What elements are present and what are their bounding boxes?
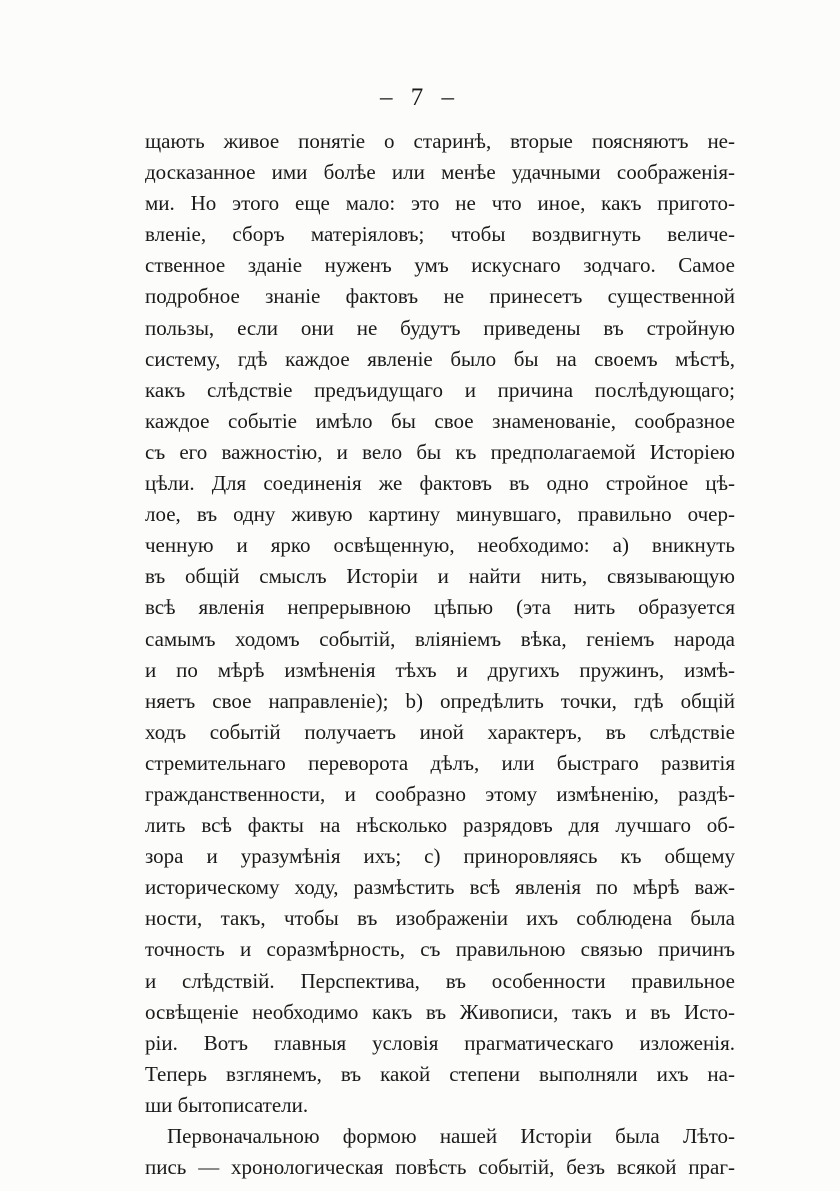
text-line: и по мѣрѣ измѣненія тѣхъ и другихъ пружинъ, измѣ- [145, 657, 735, 682]
text-line: ности, такъ, чтобы въ изображеніи ихъ соблюдена была [145, 906, 735, 931]
text-line: ственное зданіе нуженъ умъ искуснаго зодчаго. Самое [145, 253, 735, 278]
text-line: вленіе, сборъ матеріяловъ; чтобы воздвигнуть величе- [145, 222, 735, 247]
text-line: освѣщеніе необходимо какъ въ Живописи, такъ и въ Исто- [145, 999, 735, 1024]
text-line: историческому ходу, размѣстить всѣ явленія по мѣрѣ важ- [145, 875, 735, 900]
text-line: пользы, если они не будутъ приведены въ стройную [145, 315, 735, 340]
text-line: ріи. Вотъ главныя условія прагматическаго изложенія. [145, 1030, 735, 1055]
text-line: ми. Но этого еще мало: это не что иное, какъ пригото- [145, 191, 735, 216]
text-line: лое, въ одну живую картину минувшаго, правильно очер- [145, 502, 735, 527]
text-line: всѣ явленія непрерывною цѣпью (эта нить образуется [145, 595, 735, 620]
text-line: гражданственности, и сообразно этому измѣненію, раздѣ- [145, 781, 735, 806]
text-line: самымъ ходомъ событій, вліяніемъ вѣка, геніемъ народа [145, 626, 735, 651]
text-line: ши бытописатели. [145, 1092, 309, 1117]
text-line: ходъ событій получаетъ иной характеръ, въ слѣдствіе [145, 719, 735, 744]
text-line: каждое событіе имѣло бы свое знаменованіе, сообразное [145, 408, 735, 433]
text-line: и слѣдствій. Перспектива, въ особенности правильное [145, 968, 735, 993]
text-line: Первоначальною формою нашей Исторіи была Лѣто- [167, 1124, 735, 1148]
text-line: пись — хронологическая повѣсть событій, безъ всякой праг- [145, 1155, 735, 1180]
text-line: подробное знаніе фактовъ не принесетъ существенной [145, 284, 735, 309]
text-line: въ общій смыслъ Исторіи и найти нить, связывающую [145, 564, 735, 589]
text-line: стремительнаго переворота дѣлъ, или быстраго развитія [145, 750, 735, 775]
text-line: няетъ свое направленіе); b) опредѣлить точки, гдѣ общій [145, 688, 735, 713]
text-line: досказанное ими болѣе или менѣе удачными соображенія- [145, 160, 735, 185]
text-line: щають живое понятіе о старинѣ, вторые поясняютъ не- [145, 129, 735, 153]
text-line: точность и соразмѣрность, съ правильною связью причинъ [145, 937, 735, 962]
text-line: съ его важностію, и вело бы къ предполагаемой Исторіею [145, 439, 735, 464]
text-line: систему, гдѣ каждое явленіе было бы на своемъ мѣстѣ, [145, 346, 735, 371]
text-line: лить всѣ факты на нѣсколько разрядовъ для лучшаго об- [145, 813, 735, 838]
body-text [145, 126, 735, 1183]
page-number: – 7 – [380, 84, 460, 111]
text-line: ченную и ярко освѣщенную, необходимо: a) вникнуть [145, 533, 735, 558]
text-line: зора и уразумѣнія ихъ; c) приноровляясь къ общему [145, 844, 735, 869]
text-line: какъ слѣдствіе предъидущаго и причина послѣдующаго; [145, 377, 735, 402]
text-line: цѣли. Для соединенія же фактовъ въ одно стройное цѣ- [145, 471, 735, 496]
text-line: Теперь взглянемъ, въ какой степени выполняли ихъ на- [145, 1061, 735, 1086]
